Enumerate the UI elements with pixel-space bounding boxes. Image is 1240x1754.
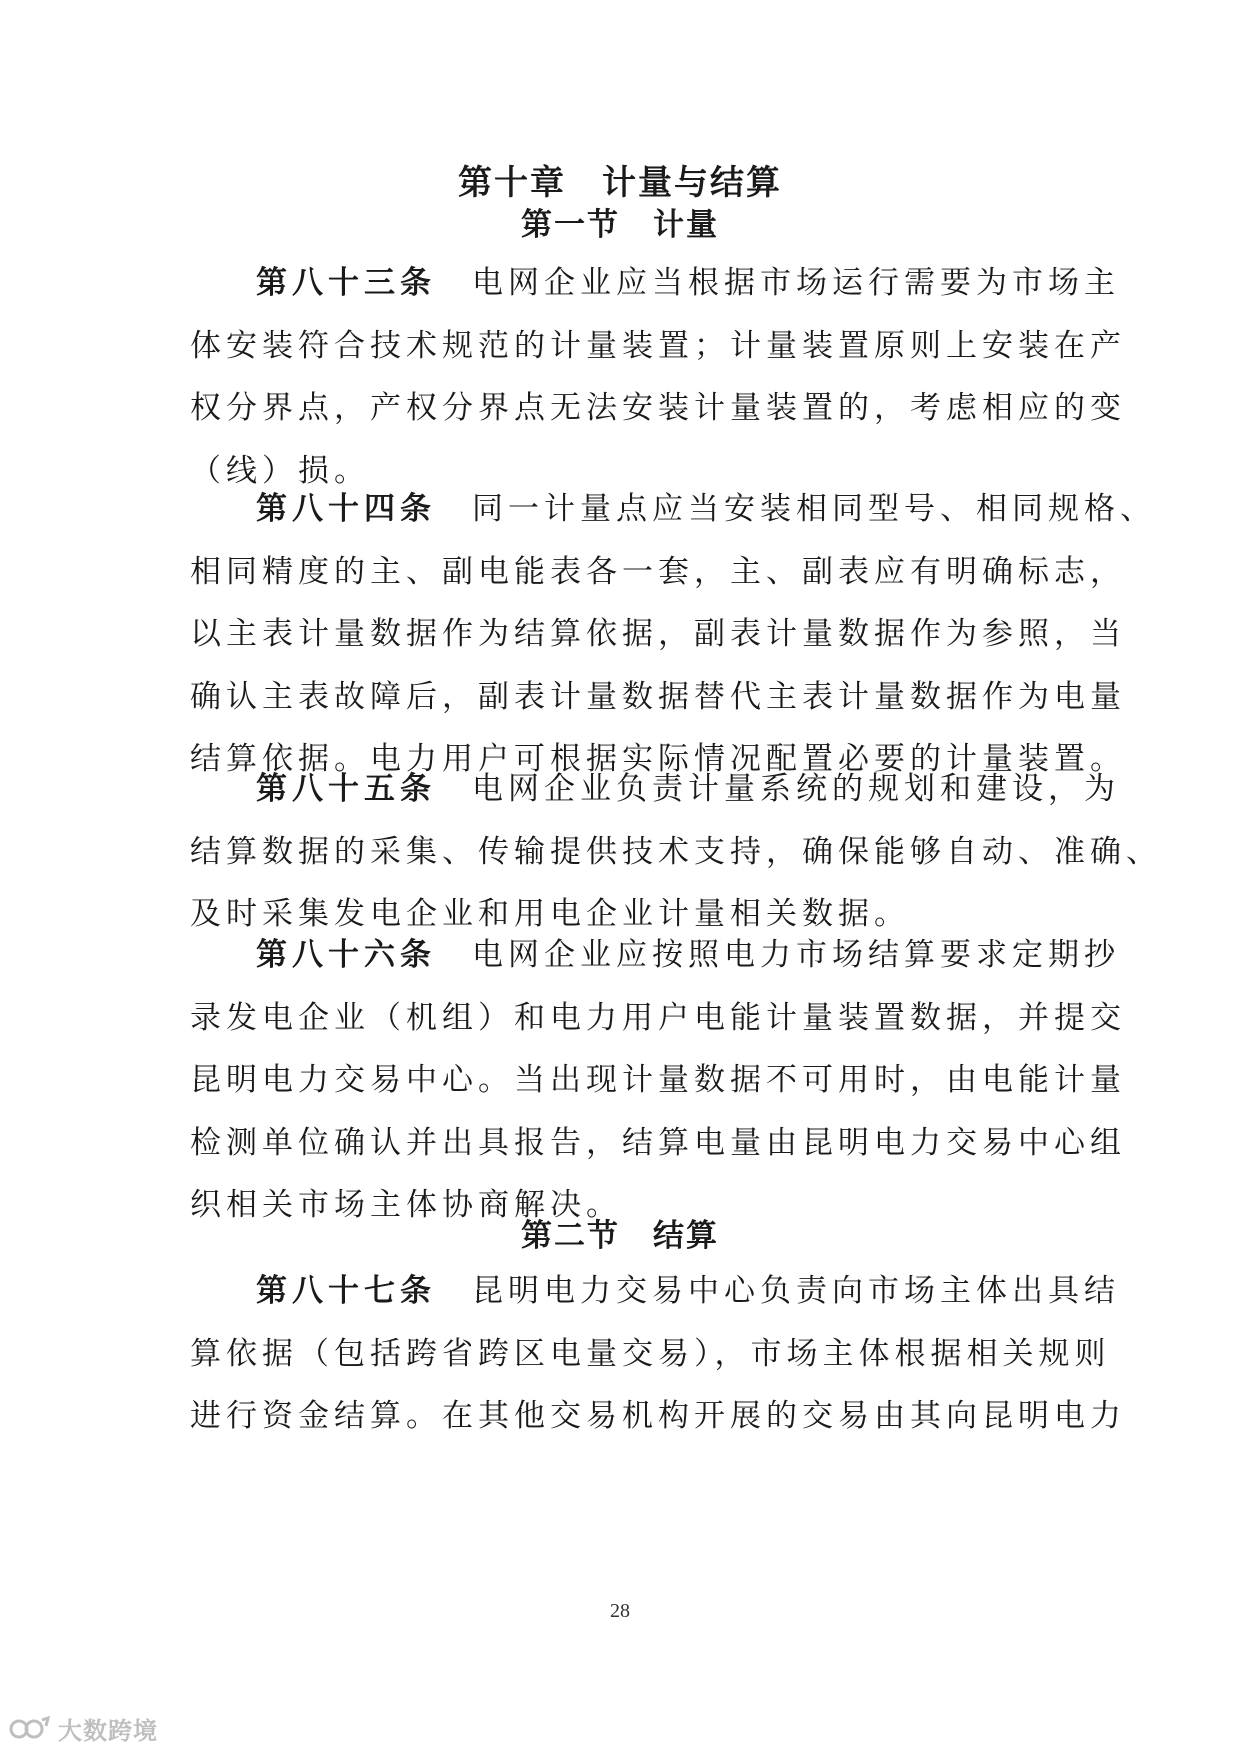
article-84 xyxy=(190,478,1156,791)
article-line: 以主表计量数据作为结算依据，副表计量数据作为参照，当 xyxy=(190,616,1126,652)
logo-icon xyxy=(8,1714,52,1742)
section-title-settlement: 第二节 结算 xyxy=(521,1218,719,1254)
page-number: 28 xyxy=(610,1600,630,1622)
article-line: 第八十六条 电网企业应按照电力市场结算要求定期抄 xyxy=(256,937,1120,973)
article-line: 第八十七条 昆明电力交易中心负责向市场主体出具结 xyxy=(256,1273,1120,1309)
article-line: 结算数据的采集、传输提供技术支持，确保能够自动、准确、 xyxy=(190,833,1162,870)
article-label: 第八十五条 xyxy=(256,771,436,807)
article-line: 及时采集发电企业和用电企业计量相关数据。 xyxy=(190,896,910,932)
article-83 xyxy=(190,252,1126,502)
article-line: 相同精度的主、副电能表各一套，主、副表应有明确标志， xyxy=(190,553,1126,590)
article-line: 织相关市场主体协商解决。 xyxy=(190,1187,622,1223)
article-line: 昆明电力交易中心。当出现计量数据不可用时，由电能计量 xyxy=(190,1062,1126,1098)
watermark xyxy=(8,1712,158,1744)
article-line: 算依据（包括跨省跨区电量交易），市场主体根据相关规则 xyxy=(190,1335,1111,1372)
article-line: 确认主表故障后，副表计量数据替代主表计量数据作为电量 xyxy=(190,678,1126,715)
article-line: （线）损。 xyxy=(190,452,370,489)
article-label: 第八十七条 xyxy=(256,1273,436,1309)
article-line: 第八十五条 电网企业负责计量系统的规划和建设，为 xyxy=(256,771,1120,807)
chapter-title: 第十章 计量与结算 xyxy=(458,163,782,203)
article-87 xyxy=(190,1260,1126,1448)
article-line: 结算依据。电力用户可根据实际情况配置必要的计量装置。 xyxy=(190,741,1126,777)
article-label: 第八十四条 xyxy=(256,491,436,527)
watermark-text: 大数跨境 xyxy=(58,1716,158,1745)
article-line: 录发电企业（机组）和电力用户电能计量装置数据，并提交 xyxy=(190,999,1126,1036)
article-line: 第八十三条 电网企业应当根据市场运行需要为市场主 xyxy=(256,265,1120,301)
article-line: 进行资金结算。在其他交易机构开展的交易由其向昆明电力 xyxy=(190,1398,1126,1434)
article-label: 第八十六条 xyxy=(256,937,436,973)
article-line: 权分界点，产权分界点无法安装计量装置的，考虑相应的变 xyxy=(190,390,1126,426)
article-label: 第八十三条 xyxy=(256,265,436,301)
article-86 xyxy=(190,924,1126,1237)
section-title-metering: 第一节 计量 xyxy=(521,207,719,243)
article-line: 检测单位确认并出具报告，结算电量由昆明电力交易中心组 xyxy=(190,1124,1126,1161)
article-line: 第八十四条 同一计量点应当安装相同型号、相同规格、 xyxy=(256,491,1156,527)
article-line: 体安装符合技术规范的计量装置；计量装置原则上安装在产 xyxy=(190,327,1126,364)
